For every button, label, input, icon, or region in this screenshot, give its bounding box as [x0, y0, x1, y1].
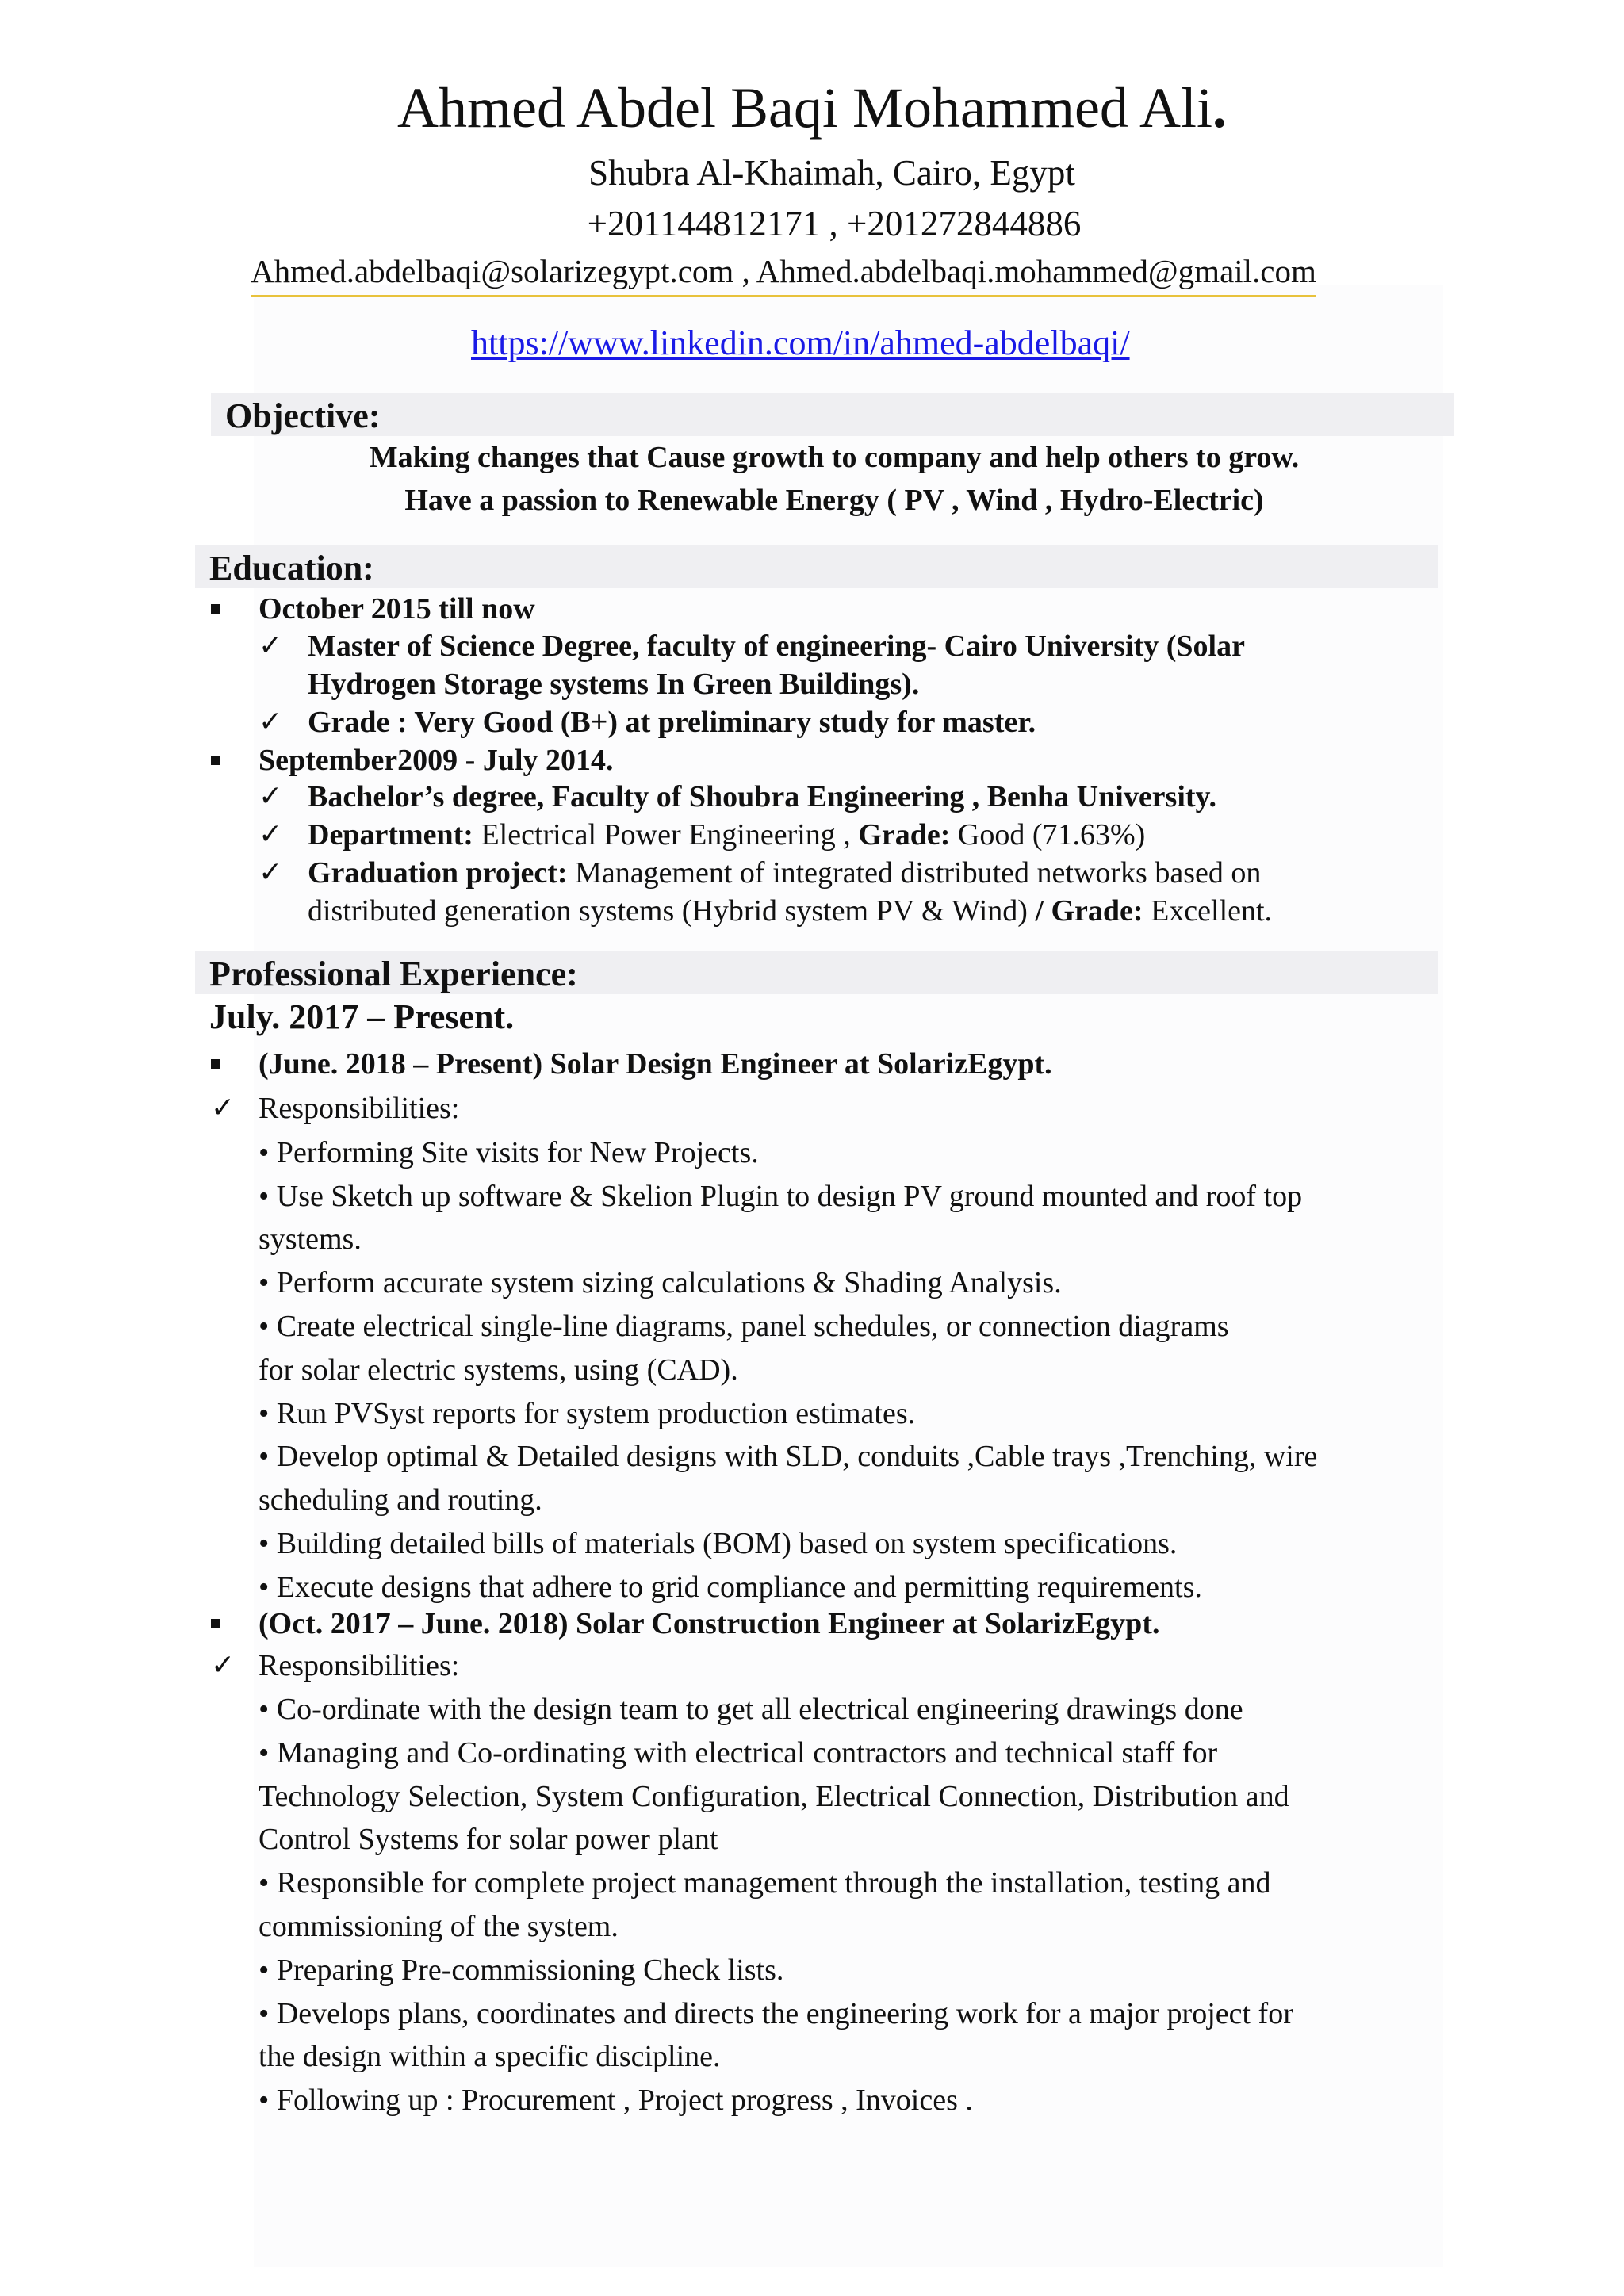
education-date-1: October 2015 till now	[259, 592, 535, 626]
job-1-responsibilities-label: Responsibilities:	[259, 1092, 460, 1125]
square-bullet-icon	[211, 1619, 220, 1628]
job-1-line: • Building detailed bills of materials (BOM) based on system specifications.	[259, 1527, 1178, 1560]
education-2-degree: Bachelor’s degree, Faculty of Shoubra Engineering , Benha University.	[308, 780, 1216, 813]
square-bullet-icon	[211, 604, 220, 614]
education-1-degree-line-a: Master of Science Degree, faculty of engineering- Cairo University (Solar	[308, 629, 1245, 663]
experience-heading: Professional Experience:	[209, 955, 578, 993]
objective-heading: Objective:	[225, 396, 381, 435]
grade-label: Grade:	[858, 818, 951, 851]
education-1-degree-line-b: Hydrogen Storage systems In Green Buildings).	[308, 668, 920, 701]
name-period: .	[1212, 76, 1227, 140]
graduation-project-value-a: Management of integrated distributed networks based on	[567, 856, 1262, 890]
address: Shubra Al-Khaimah, Cairo, Egypt	[588, 153, 1075, 193]
grade-value: Good (71.63%)	[950, 818, 1146, 851]
check-icon: ✓	[259, 780, 283, 813]
check-icon: ✓	[211, 1649, 236, 1682]
job-2-line: • Preparing Pre-commissioning Check lists.	[259, 1954, 784, 1987]
job-2-responsibilities-label: Responsibilities:	[259, 1649, 460, 1682]
job-2-line: • Responsible for complete project management through the installation, testing and	[259, 1866, 1271, 1900]
job-1-line: • Performing Site visits for New Projects.	[259, 1136, 759, 1169]
job-1-line: • Create electrical single-line diagrams, panel schedules, or connection diagrams	[259, 1310, 1229, 1343]
job-1-line: scheduling and routing.	[259, 1483, 542, 1517]
job-1-line: • Execute designs that adhere to grid compliance and permitting requirements.	[259, 1571, 1202, 1604]
check-icon: ✓	[259, 706, 283, 738]
job-2-line: Technology Selection, System Configuration, Electrical Connection, Distribution and	[259, 1780, 1289, 1813]
square-bullet-icon	[211, 756, 220, 765]
job-1-line: • Run PVSyst reports for system production estimates.	[259, 1397, 916, 1430]
check-icon: ✓	[211, 1092, 236, 1124]
check-icon: ✓	[259, 818, 283, 851]
experience-period: July. 2017 – Present.	[209, 997, 515, 1036]
linkedin-link[interactable]: https://www.linkedin.com/in/ahmed-abdelbaqi/	[471, 323, 1130, 362]
job-1-line: systems.	[259, 1223, 362, 1256]
job-2-line: Control Systems for solar power plant	[259, 1823, 718, 1856]
department-value: Electrical Power Engineering ,	[473, 818, 859, 851]
check-icon: ✓	[259, 629, 283, 662]
email-addresses[interactable]: Ahmed.abdelbaqi@solarizegypt.com , Ahmed.abdelbaqi.mohammed@gmail.com	[251, 249, 1316, 297]
project-grade-label: / Grade:	[1035, 894, 1143, 928]
job-2-line: • Develops plans, coordinates and directs the engineering work for a major project for	[259, 1997, 1293, 2030]
education-date-2: September2009 - July 2014.	[259, 744, 614, 777]
job-2-line: • Following up : Procurement , Project progress , Invoices .	[259, 2084, 973, 2117]
job-1-line: • Develop optimal & Detailed designs with SLD, conduits ,Cable trays ,Trenching, wire	[259, 1440, 1318, 1473]
candidate-name	[0, 70, 1624, 146]
job-1-title: (June. 2018 – Present) Solar Design Engineer at SolarizEgypt.	[259, 1047, 1052, 1081]
job-2-line: • Managing and Co-ordinating with electrical contractors and technical staff for	[259, 1736, 1218, 1770]
department-label: Department:	[308, 818, 473, 851]
job-1-line: • Perform accurate system sizing calculations & Shading Analysis.	[259, 1266, 1062, 1299]
job-2-line: the design within a specific discipline.	[259, 2040, 721, 2073]
phone-numbers: +201144812171 , +201272844886	[587, 204, 1082, 243]
job-2-title: (Oct. 2017 – June. 2018) Solar Construction Engineer at SolarizEgypt.	[259, 1607, 1160, 1640]
graduation-project-label: Graduation project:	[308, 856, 568, 890]
objective-section-bar	[211, 393, 1454, 436]
education-2-project-line-b	[308, 892, 1272, 930]
job-1-line: for solar electric systems, using (CAD).	[259, 1353, 738, 1387]
education-section-bar	[195, 545, 1438, 588]
graduation-project-value-b: distributed generation systems (Hybrid system PV & Wind)	[308, 894, 1036, 928]
job-2-line: • Co-ordinate with the design team to get all electrical engineering drawings done	[259, 1693, 1243, 1726]
objective-line-2: Have a passion to Renewable Energy ( PV , Wind , Hydro-Electric)	[404, 484, 1264, 517]
job-1-line: • Use Sketch up software & Skelion Plugin to design PV ground mounted and roof top	[259, 1180, 1303, 1213]
education-2-department	[308, 816, 1145, 854]
education-2-project-line-a	[308, 854, 1261, 892]
square-bullet-icon	[211, 1059, 220, 1069]
project-grade-value: Excellent.	[1143, 894, 1273, 928]
check-icon: ✓	[259, 856, 283, 889]
education-1-grade: Grade : Very Good (B+) at preliminary study for master.	[308, 706, 1036, 739]
job-2-line: commissioning of the system.	[259, 1910, 619, 1943]
name-text: Ahmed Abdel Baqi Mohammed Ali	[397, 76, 1212, 140]
objective-line-1: Making changes that Cause growth to company and help others to grow.	[369, 441, 1300, 474]
education-heading: Education:	[209, 549, 374, 587]
